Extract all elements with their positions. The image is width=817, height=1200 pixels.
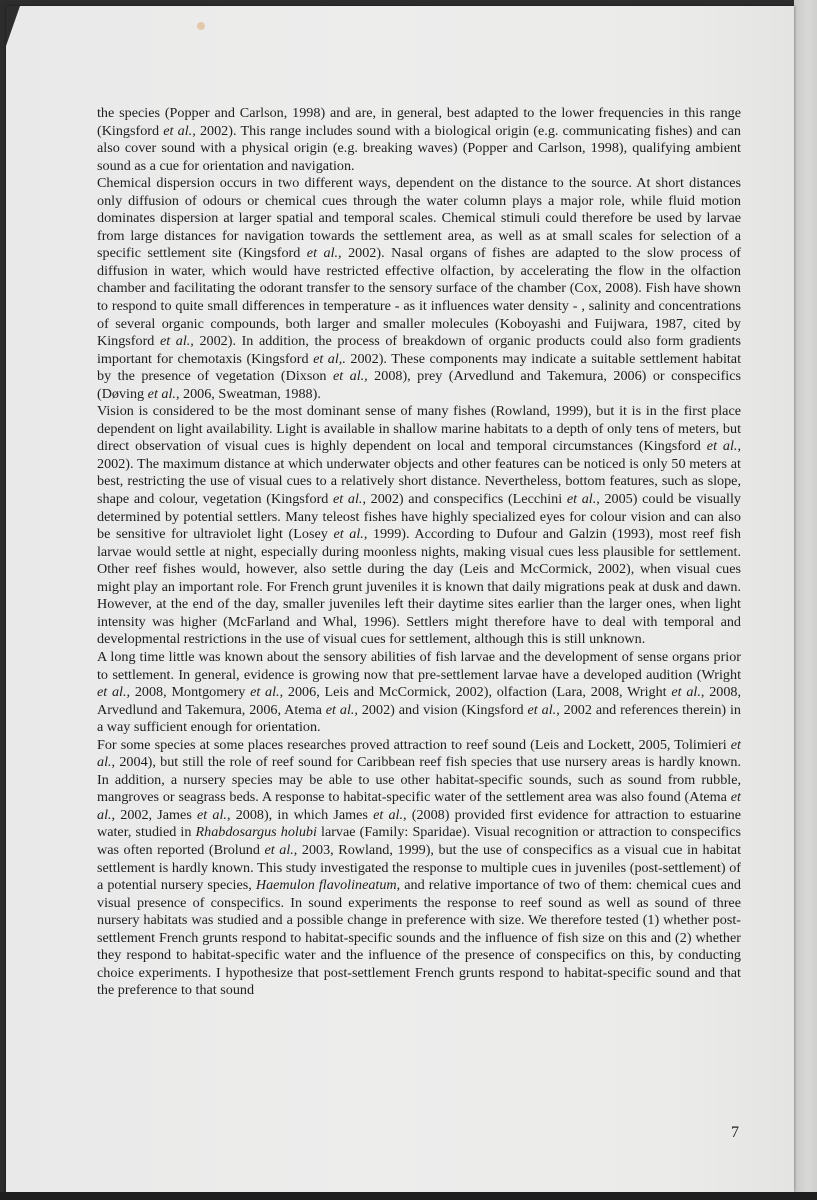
adjacent-page-edge	[794, 0, 817, 1200]
paragraph-vision: Vision is considered to be the most dominant sense of many fishes (Rowland, 1999), but it is in the first place dependent on light availability. Light is available in shallow marine habitats to a depth of only tens of meters, but direct observation of visual cues is highly dependent on local and temporal circumstances (Kingsford et al., 2002). The maximum distance at which underwater objects and other features can be noticed is only 50 meters at best, restricting the use of visual cues to a relatively short distance. Nevertheless, bottom features, such as slope, shape and colour, vegetation (Kingsford et al., 2002) and conspecifics (Lecchini et al., 2005) could be visually determined by potential settlers. Many teleost fishes have highly specialized eyes for colour vision and can also be sensitive for ultraviolet light (Losey et al., 1999). According to Dufour and Galzin (1993), most reef fish larvae would settle at night, especially during moonless nights, making visual cues less plausible for settlement. Other reef fishes would, however, also settle during the day (Leis and McCormick, 2002), when visual cues might play an important role. For French grunt juveniles it is known that daily migrations peak at dusk and dawn. However, at the end of the day, smaller juveniles left their daytime sites earlier than the larger ones, when light intensity was higher (McFarland and Whal, 1996). Settlers might therefore have to deal with temporal and developmental restrictions in the use of visual cues for settlement, although this is still unknown.	[97, 403, 741, 648]
body-text	[97, 105, 741, 1000]
paper-blemish	[197, 22, 205, 30]
scanner-edge	[0, 1192, 817, 1200]
page-corner-fold	[6, 6, 20, 46]
paragraph-chemical: Chemical dispersion occurs in two different ways, dependent on the distance to the source. At short distances only diffusion of odours or chemical cues through the water column plays a major role, while fluid motion dominates dispersion at larger spatial and temporal scales. Chemical stimuli could therefore be used by larvae from large distances for navigation towards the settlement area, as well as at small scales for selection of a specific settlement site (Kingsford et al., 2002). Nasal organs of fishes are adapted to the slow process of diffusion in water, which would have restricted effective olfaction, by accelerating the flow in the olfaction chamber and facilitating the odorant transfer to the sensory surface of the chamber (Cox, 2008). Fish have shown to respond to quite small differences in temperature - as it influences water density - , salinity and concentrations of several organic compounds, both larger and smaller molecules (Koboyashi and Fuijwara, 1987, cited by Kingsford et al., 2002). In addition, the process of breakdown of organic products could also form gradients important for chemotaxis (Kingsford et al,. 2002). These components may indicate a suitable settlement habitat by the presence of vegetation (Dixson et al., 2008), prey (Arvedlund and Takemura, 2006) or conspecifics (Døving et al., 2006, Sweatman, 1988).	[97, 175, 742, 402]
paragraph-sensory-abilities: A long time little was known about the sensory abilities of fish larvae and the development of sense organs prior to settlement. In general, evidence is growing now that pre-settlement larvae have a developed audition (Wright et al., 2008, Montgomery et al., 2006, Leis and McCormick, 2002), olfaction (Lara, 2008, Wright et al., 2008, Arvedlund and Takemura, 2006, Atema et al., 2002) and vision (Kingsford et al., 2002 and references therein) in a way sufficient enough for orientation.	[97, 648, 742, 736]
paragraph-sound: the species (Popper and Carlson, 1998) and are, in general, best adapted to the lower frequencies in this range (Kingsford et al., 2002). This range includes sound with a biological origin (e.g. communicating fishes) and can also cover sound with a physical origin (e.g. breaking waves) (Popper and Carlson, 1998), qualifying ambient sound as a cue for orientation and navigation.	[97, 105, 741, 174]
paragraph-study-aims: For some species at some places researches proved attraction to reef sound (Leis and Lockett, 2005, Tolimieri et al., 2004), but still the role of reef sound for Caribbean reef fish species that use nursery areas is hardly known. In addition, a nursery species may be able to use other habitat-specific sounds, such as sound from rubble, mangroves or seagrass beds. A response to habitat-specific water of the settlement area was also found (Atema et al., 2002, James et al., 2008), in which James et al., (2008) provided first evidence for attraction to estuarine water, studied in Rhabdosargus holubi larvae (Family: Sparidae). Visual recognition or attraction to conspecifics was often reported (Brolund et al., 2003, Rowland, 1999), but the use of conspecifics as a visual cue in habitat settlement is hardly known. This study investigated the response to multiple cues in juveniles (post-settlement) of a potential nursery species, Haemulon flavolineatum, and relative importance of two of them: chemical cues and visual presence of conspecifics. In sound experiments the response to reef sound as well as sound of three nursery habitats was studied and a possible change in preference with size. We therefore tested (1) whether post-settlement French grunts respond to habitat-specific sounds and the influence of fish size on this and (2) whether they respond to habitat-specific water and the influence of the presence of conspecifics on this, by conducting choice experiments. I hypothesize that post-settlement French grunts respond to habitat-specific sound and that the preference to that sound	[97, 736, 741, 999]
page-number: 7	[731, 1124, 739, 1141]
